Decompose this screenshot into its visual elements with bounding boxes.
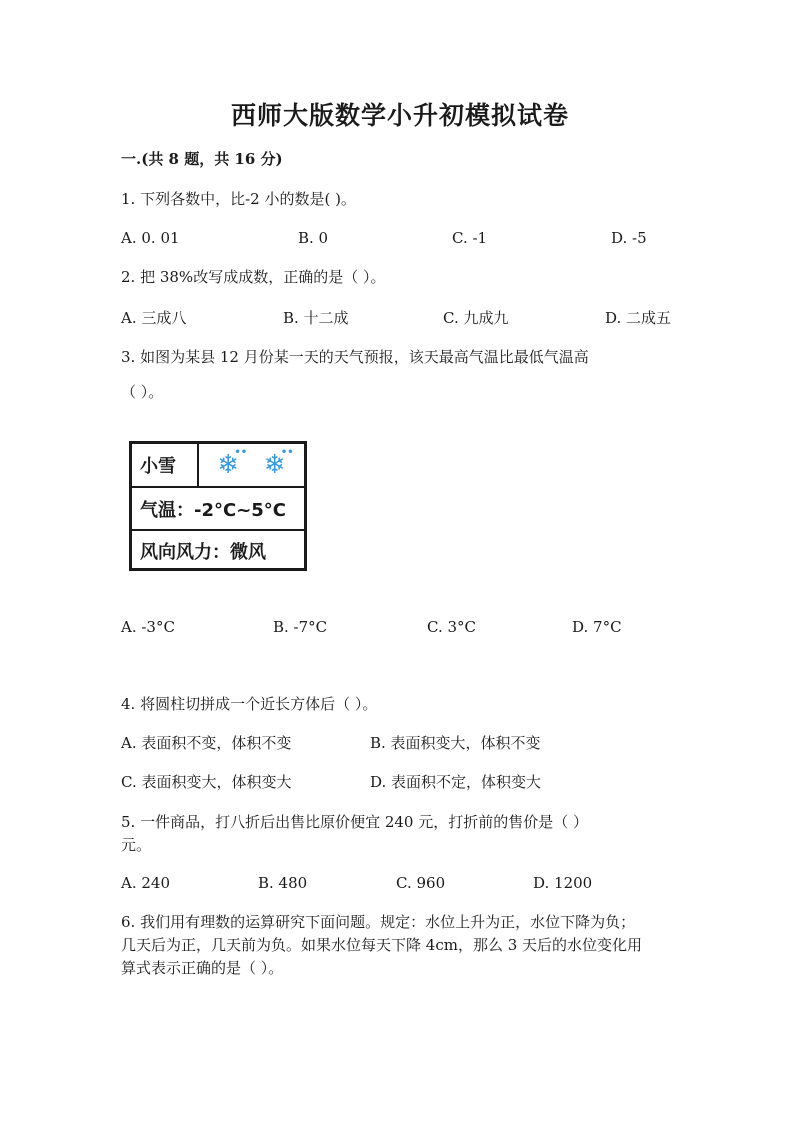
page-title: 西师大版数学小升初模拟试卷 bbox=[230, 101, 569, 130]
question-5-stem-line1: 5. 一件商品，打八折后出售比原价便宜 240 元，打折前的售价是（ ） bbox=[121, 813, 589, 831]
question-2-stem: 2. 把 38%改写成成数，正确的是（ ）。 bbox=[121, 268, 386, 286]
question-4-stem: 4. 将圆柱切拼成一个近长方体后（ ）。 bbox=[121, 695, 378, 713]
question-5-option-d: D. 1200 bbox=[533, 874, 593, 892]
snowflake-icon: ❄ •• bbox=[263, 447, 294, 480]
question-6-stem-line1: 6. 我们用有理数的运算研究下面问题。规定：水位上升为正，水位下降为负； bbox=[121, 913, 636, 931]
section-heading: 一.(共 8 题，共 16 分) bbox=[121, 150, 283, 168]
question-5-stem-line2: 元。 bbox=[121, 836, 152, 854]
question-3-stem-line1: 3. 如图为某县 12 月份某一天的天气预报，该天最高气温比最低气温高 bbox=[121, 348, 589, 366]
question-4-option-c: C. 表面积变大，体积变大 bbox=[121, 773, 292, 791]
question-5-option-b: B. 480 bbox=[258, 874, 308, 892]
question-3-option-b: B. -7°C bbox=[273, 618, 328, 636]
question-6-stem-line3: 算式表示正确的是（ ）。 bbox=[121, 959, 284, 977]
question-2-option-d: D. 二成五 bbox=[605, 309, 672, 327]
question-3-option-d: D. 7°C bbox=[572, 618, 622, 636]
weather-condition: 小雪 bbox=[132, 444, 199, 486]
question-4-option-b: B. 表面积变大，体积不变 bbox=[370, 734, 541, 752]
weather-temperature-row bbox=[132, 488, 304, 531]
weather-forecast-box bbox=[129, 441, 307, 571]
question-2-option-a: A. 三成八 bbox=[121, 309, 187, 327]
question-3-stem-line2: （ ）。 bbox=[121, 383, 164, 401]
weather-temperature: 气温：-2°C~5°C bbox=[140, 499, 287, 521]
question-1-option-b: B. 0 bbox=[298, 229, 329, 247]
question-1-option-c: C. -1 bbox=[452, 229, 488, 247]
question-3-option-a: A. -3°C bbox=[121, 618, 175, 636]
weather-wind-row bbox=[132, 531, 304, 571]
weather-icons bbox=[199, 444, 304, 486]
question-5-option-a: A. 240 bbox=[121, 874, 170, 892]
question-1-stem: 1. 下列各数中，比-2 小的数是( )。 bbox=[121, 190, 356, 208]
weather-condition-row bbox=[132, 444, 304, 488]
question-4-option-d: D. 表面积不定，体积变大 bbox=[370, 773, 542, 791]
question-3-option-c: C. 3°C bbox=[427, 618, 476, 636]
snowflake-icon: ❄ •• bbox=[217, 447, 248, 480]
question-1-option-a: A. 0. 01 bbox=[121, 229, 180, 247]
question-2-option-c: C. 九成九 bbox=[443, 309, 509, 327]
weather-wind: 风向风力：微风 bbox=[140, 542, 266, 563]
question-1-option-d: D. -5 bbox=[611, 229, 647, 247]
question-2-option-b: B. 十二成 bbox=[283, 309, 349, 327]
question-4-option-a: A. 表面积不变，体积不变 bbox=[121, 734, 292, 752]
question-5-option-c: C. 960 bbox=[396, 874, 446, 892]
question-6-stem-line2: 几天后为正，几天前为负。如果水位每天下降 4cm，那么 3 天后的水位变化用 bbox=[121, 936, 643, 954]
